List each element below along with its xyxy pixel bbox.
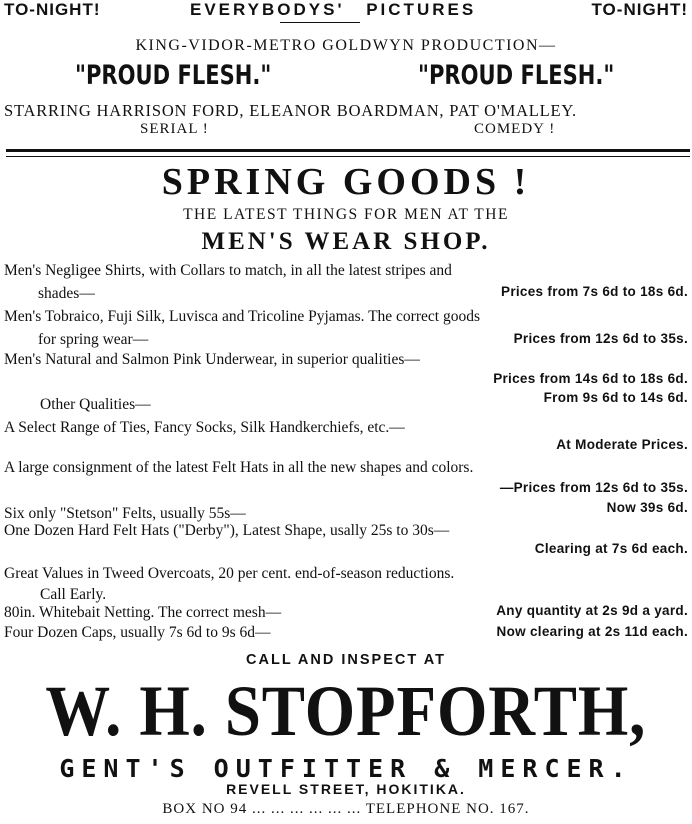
- film-titles: [0, 60, 692, 94]
- item-shirts-line2: shades—: [38, 285, 95, 302]
- item-derby: One Dozen Hard Felt Hats ("Derby"), Latest Shape, usally 25s to 30s—: [4, 522, 450, 539]
- item-overcoats-line2: Call Early.: [40, 586, 107, 603]
- call-line: CALL AND INSPECT AT: [246, 652, 446, 668]
- item-stetson: Six only "Stetson" Felts, usually 55s—: [4, 505, 246, 522]
- tonight-right: TO-NIGHT!: [591, 0, 688, 19]
- item-ties: A Select Range of Ties, Fancy Socks, Silk Handkerchiefs, etc.—: [4, 419, 405, 436]
- cinema-header: [0, 0, 692, 22]
- tonight-left: TO-NIGHT!: [4, 0, 101, 19]
- shop-name: MEN'S WEAR SHOP.: [201, 228, 491, 255]
- price-shirts: Prices from 7s 6d to 18s 6d.: [501, 284, 688, 299]
- item-overcoats-line1: Great Values in Tweed Overcoats, 20 per cent. end-of-season reductions.: [4, 565, 455, 582]
- price-hats: —Prices from 12s 6d to 35s.: [499, 480, 688, 495]
- trade-line: GENT'S OUTFITTER & MERCER.: [59, 754, 633, 783]
- price-caps: Now clearing at 2s 11d each.: [496, 624, 688, 639]
- price-netting: Any quantity at 2s 9d a yard.: [496, 603, 688, 618]
- item-pyjamas-line2: for spring wear—: [38, 331, 149, 348]
- item-hats: A large consignment of the latest Felt Hats in all the new shapes and colors.: [4, 459, 474, 476]
- item-shirts-line1: Men's Negligee Shirts, with Collars to match, in all the latest stripes and: [4, 262, 452, 279]
- merchant-block: [0, 670, 692, 752]
- item-other: Other Qualities—: [40, 396, 151, 413]
- subhead: THE LATEST THINGS FOR MEN AT THE: [183, 206, 509, 223]
- price-derby: Clearing at 7s 6d each.: [534, 541, 688, 556]
- item-netting: 80in. Whitebait Netting. The correct mesh—: [4, 604, 282, 621]
- contact-line: BOX NO 94 ... ... ... ... ... ... TELEPHONE NO. 167.: [162, 801, 530, 817]
- address-line: REVELL STREET, HOKITIKA.: [226, 781, 466, 797]
- comedy-label: COMEDY !: [474, 121, 556, 137]
- item-underwear: Men's Natural and Salmon Pink Underwear, in superior qualities—: [4, 351, 420, 368]
- divider-thick: [6, 149, 690, 152]
- price-pyjamas: Prices from 12s 6d to 35s.: [513, 331, 688, 346]
- small-rule: [280, 22, 360, 23]
- serial-label: SERIAL !: [140, 121, 209, 137]
- film-title-left: "PROUD FLESH.": [75, 60, 272, 91]
- divider-thin: [6, 156, 690, 157]
- price-other: From 9s 6d to 14s 6d.: [543, 390, 688, 405]
- price-stetson: Now 39s 6d.: [606, 500, 688, 515]
- starring-text: STARRING HARRISON FORD, ELEANOR BOARDMAN, PAT O'MALLEY.: [4, 101, 577, 120]
- price-ties: At Moderate Prices.: [556, 437, 688, 452]
- merchant-name: W. H. STOPFORTH,: [45, 671, 647, 751]
- item-pyjamas-line1: Men's Tobraico, Fuji Silk, Luvisca and Tricoline Pyjamas. The correct goods: [4, 308, 480, 325]
- film-title-right: "PROUD FLESH.": [418, 60, 615, 91]
- venue-name: EVERYBODYS' PICTURES: [190, 0, 477, 19]
- item-caps: Four Dozen Caps, usually 7s 6d to 9s 6d—: [4, 624, 271, 641]
- production-line: KING-VIDOR-METRO GOLDWYN PRODUCTION—: [135, 37, 557, 54]
- price-underwear: Prices from 14s 6d to 18s 6d.: [493, 371, 688, 386]
- headline: SPRING GOODS !: [161, 161, 531, 203]
